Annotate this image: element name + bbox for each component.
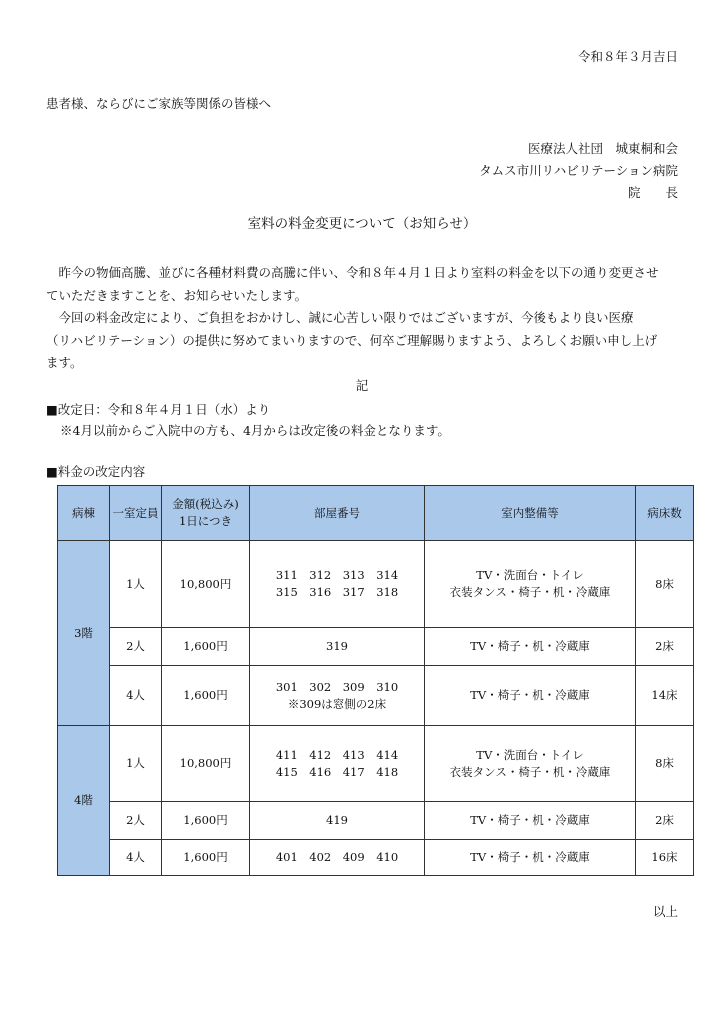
header-amount: [162, 486, 250, 541]
equipment-cell: TV・椅子・机・冷蔵庫: [425, 840, 636, 876]
beds-cell: 2床: [636, 802, 694, 840]
beds-cell: 8床: [636, 726, 694, 802]
closing-mark: 以上: [652, 904, 678, 919]
rooms-cell: [250, 726, 425, 802]
equipment-line: 衣装タンス・椅子・机・冷蔵庫: [449, 764, 611, 779]
equipment-line: TV・洗面台・トイレ: [476, 568, 584, 582]
table-header-row: [58, 486, 694, 541]
header-beds: 病床数: [636, 486, 694, 541]
fee-table: [57, 485, 694, 876]
header-rooms: 部屋番号: [250, 486, 425, 541]
ward-cell-4f: 4階: [58, 726, 110, 876]
equipment-cell: TV・椅子・机・冷蔵庫: [425, 628, 636, 666]
ki-marker: 記: [355, 378, 369, 393]
amount-cell: 1,600円: [162, 628, 250, 666]
amount-cell: 10,800円: [162, 726, 250, 802]
equipment-cell: [425, 541, 636, 628]
header-capacity: 一室定員: [110, 486, 162, 541]
body-text: [46, 262, 678, 375]
table-row: [58, 726, 694, 802]
salutation: 患者様、ならびにご家族等関係の皆様へ: [46, 96, 272, 111]
capacity-cell: 1人: [110, 541, 162, 628]
equipment-line: TV・洗面台・トイレ: [476, 747, 584, 762]
header-equipment: 室内整備等: [425, 486, 636, 541]
capacity-cell: 2人: [110, 802, 162, 840]
equipment-line: 衣装タンス・椅子・机・冷蔵庫: [449, 585, 611, 599]
equipment-cell: TV・椅子・机・冷蔵庫: [425, 666, 636, 726]
ward-cell-3f: 3階: [58, 541, 110, 726]
revision-block: [46, 399, 450, 441]
rooms-cell: [250, 666, 425, 726]
header-amount-line2: 1日につき: [178, 514, 233, 528]
notice-date: 令和８年３月吉日: [577, 49, 678, 64]
body-para2-line3: ます。: [46, 355, 83, 370]
amount-cell: 1,600円: [162, 666, 250, 726]
body-para2-line2: （リハビリテーション）の提供に努めてまいりますので、何卒ご理解賜りますよう、よろしくお願い申し上げ: [46, 332, 658, 348]
capacity-cell: 1人: [110, 726, 162, 802]
rooms-line: 301 302 309 310: [275, 679, 399, 694]
body-para2-line1: 今回の料金改定により、ご負担をおかけし、誠に心苦しい限りではございますが、今後もより良い医療: [58, 310, 634, 325]
issuer-block: [479, 138, 678, 204]
rooms-cell: 401 402 409 410: [250, 840, 425, 876]
table-row: [58, 666, 694, 726]
rooms-cell: 419: [250, 802, 425, 840]
beds-cell: 2床: [636, 628, 694, 666]
rooms-line: 415 416 417 418: [275, 764, 399, 779]
equipment-cell: TV・椅子・机・冷蔵庫: [425, 802, 636, 840]
issuer-hospital: タムス市川リハビリテーション病院: [479, 163, 678, 178]
capacity-cell: 4人: [110, 840, 162, 876]
rooms-line: 411 412 413 414: [275, 747, 399, 762]
rooms-cell: 319: [250, 628, 425, 666]
rooms-cell: [250, 541, 425, 628]
header-amount-line1: 金額(税込み): [172, 497, 239, 511]
revision-note: ※4月以前からご入院中の方も、4月からは改定後の料金となります。: [60, 423, 450, 438]
amount-cell: 1,600円: [162, 840, 250, 876]
capacity-cell: 2人: [110, 628, 162, 666]
document-title: 室料の料金変更について（お知らせ）: [247, 216, 477, 232]
rooms-line: 311 312 313 314: [275, 568, 399, 582]
header-ward: 病棟: [58, 486, 110, 541]
beds-cell: 8床: [636, 541, 694, 628]
amount-cell: 1,600円: [162, 802, 250, 840]
rooms-note: ※309は窓側の2床: [287, 696, 387, 711]
table-row: [58, 628, 694, 666]
rooms-line: 315 316 317 318: [275, 585, 399, 599]
amount-cell: 10,800円: [162, 541, 250, 628]
body-para1-line2: ていただきますことを、お知らせいたします。: [46, 287, 308, 303]
beds-cell: 16床: [636, 840, 694, 876]
fee-section-title: ■料金の改定内容: [46, 464, 146, 479]
equipment-cell: [425, 726, 636, 802]
issuer-corporation: 医療法人社団 城東桐和会: [527, 141, 678, 156]
table-row: [58, 840, 694, 876]
beds-cell: 14床: [636, 666, 694, 726]
table-row: [58, 541, 694, 628]
issuer-director: 院 長: [627, 185, 678, 200]
table-row: [58, 802, 694, 840]
body-para1-line1: 昨今の物価高騰、並びに各種材料費の高騰に伴い、令和８年４月１日より室料の料金を以下の通り変更させ: [58, 265, 659, 280]
capacity-cell: 4人: [110, 666, 162, 726]
revision-date: ■改定日：令和８年４月１日（水）より: [46, 402, 271, 417]
